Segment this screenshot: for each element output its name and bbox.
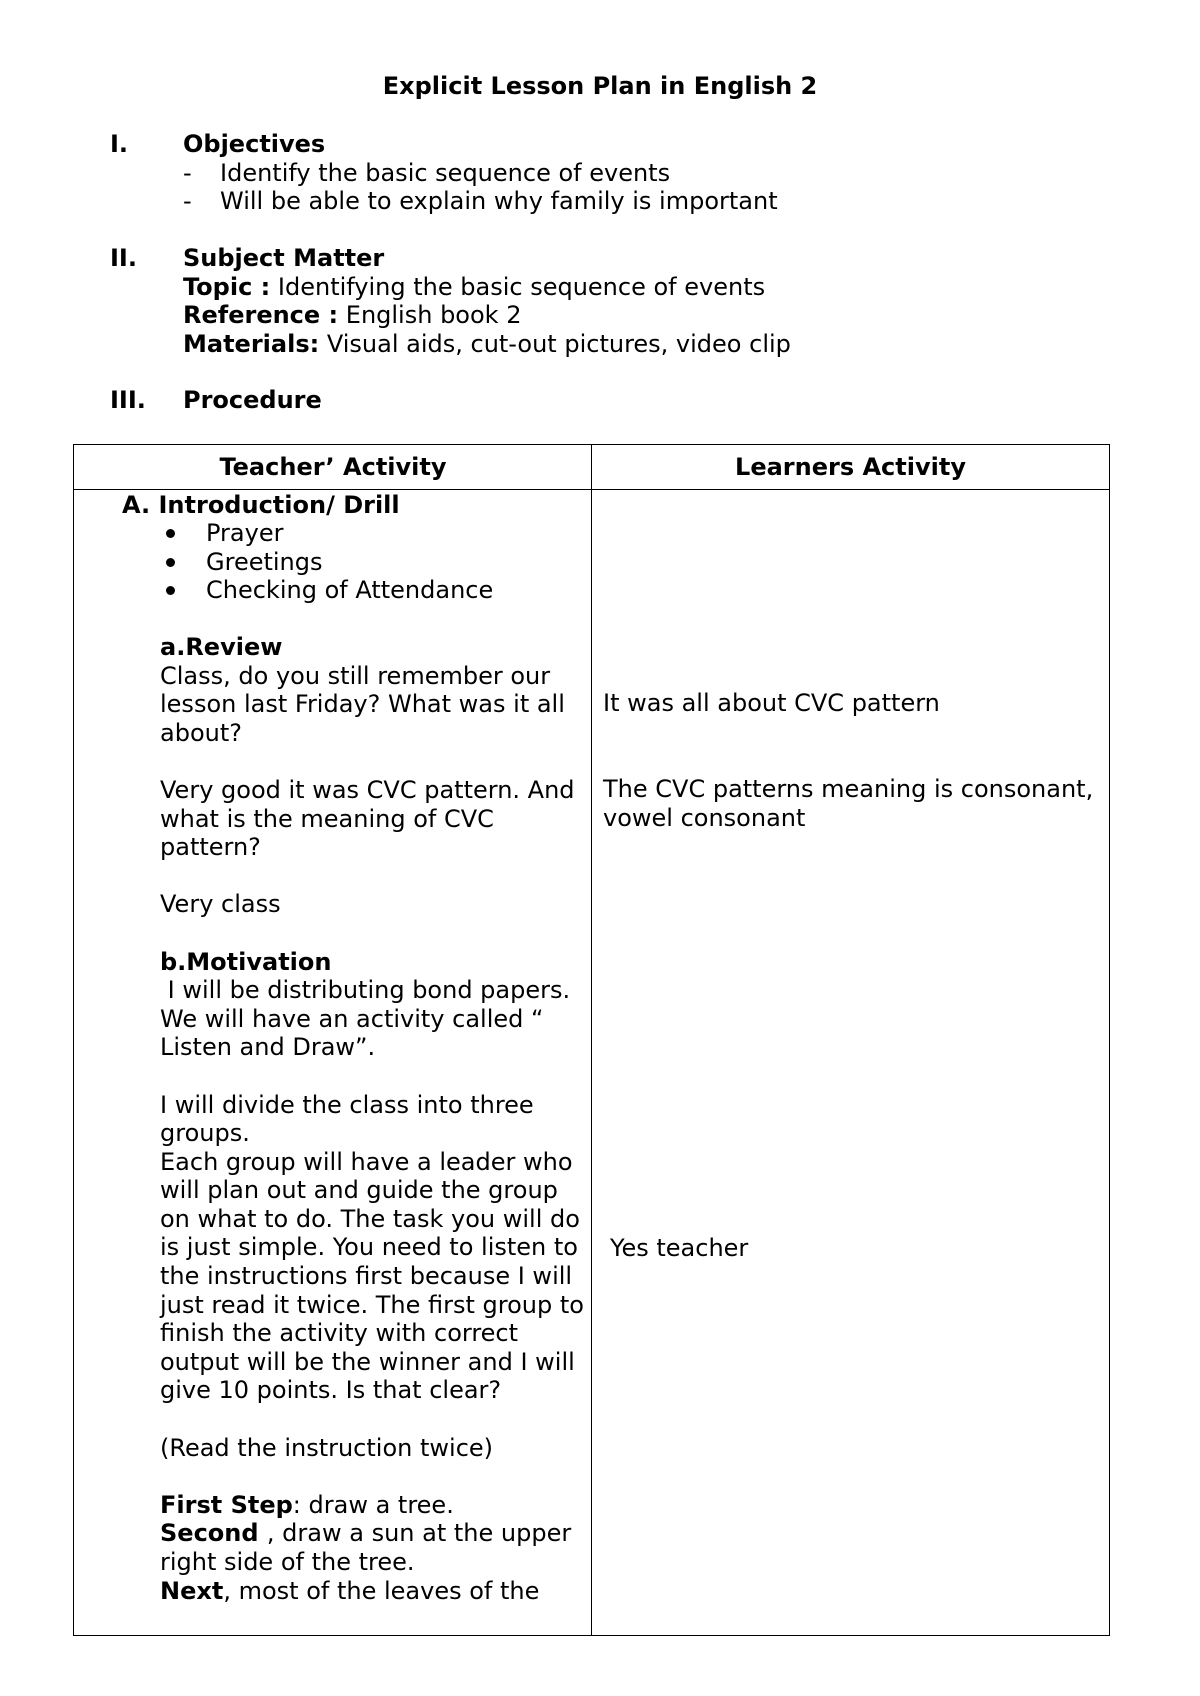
motivation-heading: b.Motivation — [160, 947, 332, 976]
reference-line: Reference : English book 2 — [183, 301, 522, 330]
materials-line: Materials: Visual aids, cut-out pictures, video clip — [183, 329, 791, 358]
procedure-table — [73, 444, 1110, 1636]
motivation-intro: I will be distributing bond papers. We will have an activity called “ Listen and Draw”. — [160, 976, 578, 1062]
second-step: Second , draw a sun at the upper right side of the tree. — [160, 1519, 572, 1576]
list-item: Prayer — [158, 519, 493, 548]
section-numeral: I. — [110, 130, 129, 158]
procedure-heading: Procedure — [183, 386, 322, 414]
teacher-script — [160, 633, 590, 1605]
list-item: Greetings — [158, 548, 493, 577]
introduction-drill-heading: A. Introduction/ Drill — [122, 491, 400, 519]
teacher-activity-header: Teacher’ Activity — [219, 453, 447, 481]
review-heading: a.Review — [160, 633, 283, 661]
read-instruction-note: (Read the instruction twice) — [160, 1433, 494, 1462]
bullet-icon — [166, 529, 175, 538]
motivation-groups: I will divide the class into three groups. — [160, 1090, 534, 1148]
first-step: First Step: draw a tree. — [160, 1490, 454, 1519]
learner-response: Yes teacher — [610, 1234, 749, 1262]
objective-item: - Identify the basic sequence of events — [183, 158, 671, 187]
drill-bullet-list — [158, 519, 493, 605]
review-praise: Very class — [160, 890, 281, 919]
review-question: Class, do you still remember our lesson last Friday? What was it all about? — [160, 661, 565, 747]
bullet-icon — [166, 586, 175, 595]
section-numeral: II. — [110, 244, 137, 272]
topic-line: Topic : Identifying the basic sequence of events — [183, 272, 766, 301]
learners-activity-cell — [592, 489, 1109, 1635]
motivation-task: Each group will have a leader who will plan out and guide the group on what to do. The task you will do is just simple. You need to listen to the instructions first because I will just read it twice. The first group to finish the activity with correct output will be the winner and I will give 10 points. Is that clear? — [160, 1147, 584, 1405]
objectives-heading: Objectives — [183, 130, 326, 158]
learner-response: It was all about CVC pattern — [603, 689, 940, 717]
next-step: Next, most of the leaves of the — [160, 1576, 540, 1605]
section-numeral: III. — [110, 386, 146, 414]
learners-activity-header: Learners Activity — [735, 453, 966, 481]
objective-item: - Will be able to explain why family is important — [183, 187, 778, 216]
page-title: Explicit Lesson Plan in English 2 — [382, 72, 818, 100]
list-item: Checking of Attendance — [158, 576, 493, 605]
teacher-activity-cell — [74, 489, 591, 1635]
review-followup: Very good it was CVC pattern. And what is the meaning of CVC pattern? — [160, 775, 575, 862]
subject-matter-heading: Subject Matter — [183, 244, 385, 272]
bullet-icon — [166, 558, 175, 567]
learner-response: The CVC patterns meaning is consonant, vowel consonant — [603, 775, 1094, 832]
